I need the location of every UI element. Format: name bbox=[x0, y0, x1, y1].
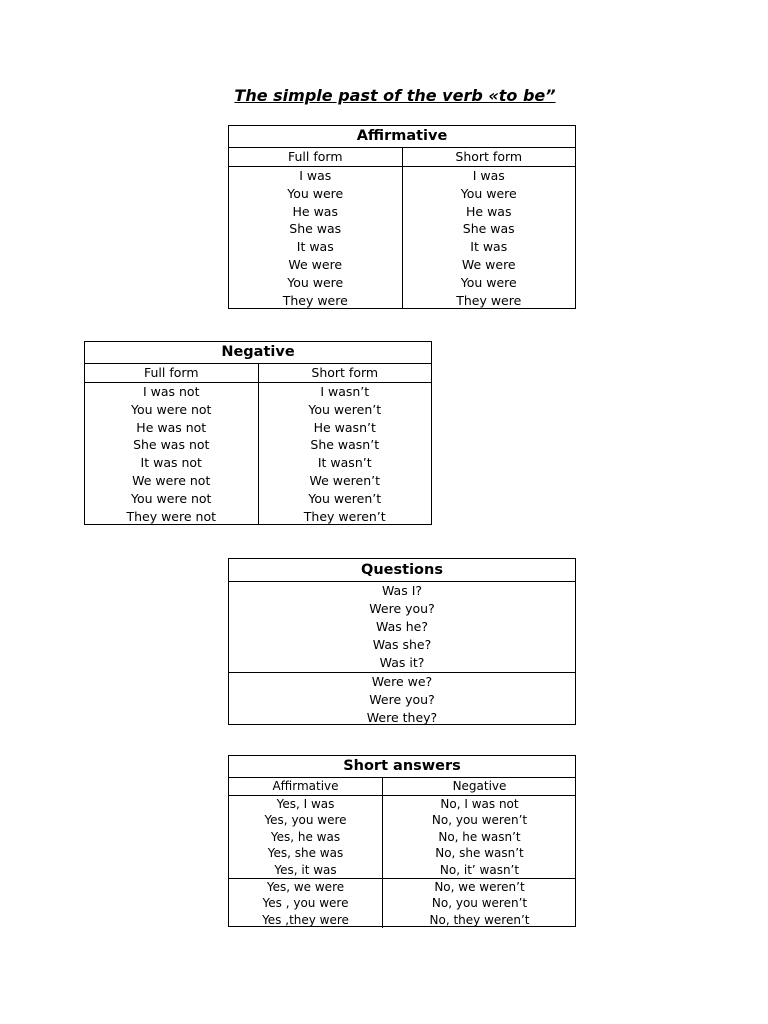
affirmative-heading: Affirmative bbox=[229, 126, 575, 148]
table-cell: Were they? bbox=[366, 710, 438, 725]
table-cell: We were not bbox=[132, 472, 211, 488]
table-cell: I was bbox=[299, 168, 332, 183]
table-cell: Was she? bbox=[372, 637, 432, 652]
table-cell: Were you? bbox=[369, 601, 435, 616]
table-cell: We weren’t bbox=[309, 472, 381, 488]
table-cell: You were bbox=[287, 274, 344, 290]
negative-heading: Negative bbox=[85, 342, 431, 364]
table-cell: She wasn’t bbox=[310, 437, 380, 453]
table-cell: Yes ,they were bbox=[262, 912, 349, 927]
table-cell: Were we? bbox=[371, 674, 433, 689]
table-cell: Yes, it was bbox=[274, 862, 337, 877]
short-answers-negative-column bbox=[382, 879, 576, 928]
table-cell: No, she wasn’t bbox=[435, 846, 524, 861]
table-cell: He was not bbox=[136, 419, 207, 435]
table-cell: She was bbox=[289, 221, 342, 237]
table-cell: It was bbox=[470, 239, 508, 255]
short-answers-negative-column bbox=[382, 796, 576, 878]
table-cell: No, it’ wasn’t bbox=[439, 862, 520, 877]
table-cell: She was bbox=[462, 221, 515, 237]
negative-table bbox=[84, 341, 432, 525]
table-cell: No, we weren’t bbox=[434, 879, 525, 894]
negative-full-form-column bbox=[85, 383, 258, 525]
table-cell: It was bbox=[296, 239, 334, 255]
affirmative-short-form-column bbox=[402, 167, 576, 309]
table-cell: Was I? bbox=[381, 583, 423, 598]
short-answers-group-plural bbox=[229, 878, 575, 928]
table-cell: You were not bbox=[131, 490, 212, 506]
questions-heading: Questions bbox=[229, 559, 575, 582]
table-cell: They were bbox=[282, 292, 348, 308]
table-cell: Yes, she was bbox=[267, 846, 344, 861]
negative-short-form-column bbox=[258, 383, 432, 525]
short-answers-table bbox=[228, 755, 576, 927]
table-cell: Was he? bbox=[376, 619, 428, 634]
table-cell: You were bbox=[460, 185, 517, 201]
table-cell: He was bbox=[466, 203, 512, 219]
table-cell: No, you weren’t bbox=[431, 896, 528, 911]
questions-table bbox=[228, 558, 576, 725]
table-cell: I was not bbox=[142, 384, 200, 399]
table-cell: You were bbox=[460, 274, 517, 290]
short-answers-heading: Short answers bbox=[229, 756, 575, 778]
table-cell: They were not bbox=[126, 508, 217, 524]
table-cell: We were bbox=[461, 256, 516, 272]
table-cell: Yes, you were bbox=[264, 813, 347, 828]
table-cell: I was bbox=[472, 168, 505, 183]
short-answers-affirmative-column bbox=[229, 879, 382, 928]
short-answers-affirmative-header: Affirmative bbox=[229, 778, 382, 796]
table-cell: I wasn’t bbox=[320, 384, 370, 399]
short-answers-affirmative-column bbox=[229, 796, 382, 878]
table-cell: No, they weren’t bbox=[429, 912, 530, 927]
table-cell: Yes, we were bbox=[266, 879, 345, 894]
table-cell: You were bbox=[287, 185, 344, 201]
affirmative-full-form-column bbox=[229, 167, 402, 309]
table-cell: Yes, I was bbox=[276, 797, 335, 811]
table-cell: You were not bbox=[131, 401, 212, 417]
table-cell: You weren’t bbox=[308, 401, 382, 417]
table-cell: It was not bbox=[140, 455, 202, 471]
table-cell: He wasn’t bbox=[313, 419, 376, 435]
table-cell: They weren’t bbox=[303, 508, 386, 524]
table-cell: No, I was not bbox=[440, 797, 519, 811]
table-cell: She was not bbox=[133, 437, 210, 453]
affirmative-table bbox=[228, 125, 576, 309]
table-cell: Yes, he was bbox=[270, 829, 341, 844]
table-cell: We were bbox=[288, 256, 343, 272]
short-answers-negative-header: Negative bbox=[382, 778, 576, 796]
table-cell: They were bbox=[456, 292, 522, 308]
table-cell: He was bbox=[292, 203, 338, 219]
affirmative-full-form-header: Full form bbox=[229, 148, 402, 167]
table-cell: Was it? bbox=[379, 655, 425, 670]
negative-short-form-header: Short form bbox=[258, 364, 432, 383]
page-title: The simple past of the verb «to be” bbox=[234, 86, 556, 105]
negative-full-form-header: Full form bbox=[85, 364, 258, 383]
affirmative-short-form-header: Short form bbox=[402, 148, 576, 167]
questions-group-singular bbox=[229, 582, 575, 672]
table-cell: Were you? bbox=[369, 692, 435, 707]
table-cell: You weren’t bbox=[308, 490, 382, 506]
table-cell: No, he wasn’t bbox=[438, 829, 521, 844]
table-cell: Yes , you were bbox=[262, 896, 349, 911]
questions-group-plural bbox=[229, 672, 575, 727]
table-cell: It wasn’t bbox=[317, 455, 372, 471]
table-cell: No, you weren’t bbox=[431, 813, 528, 828]
short-answers-group-singular bbox=[229, 796, 575, 878]
